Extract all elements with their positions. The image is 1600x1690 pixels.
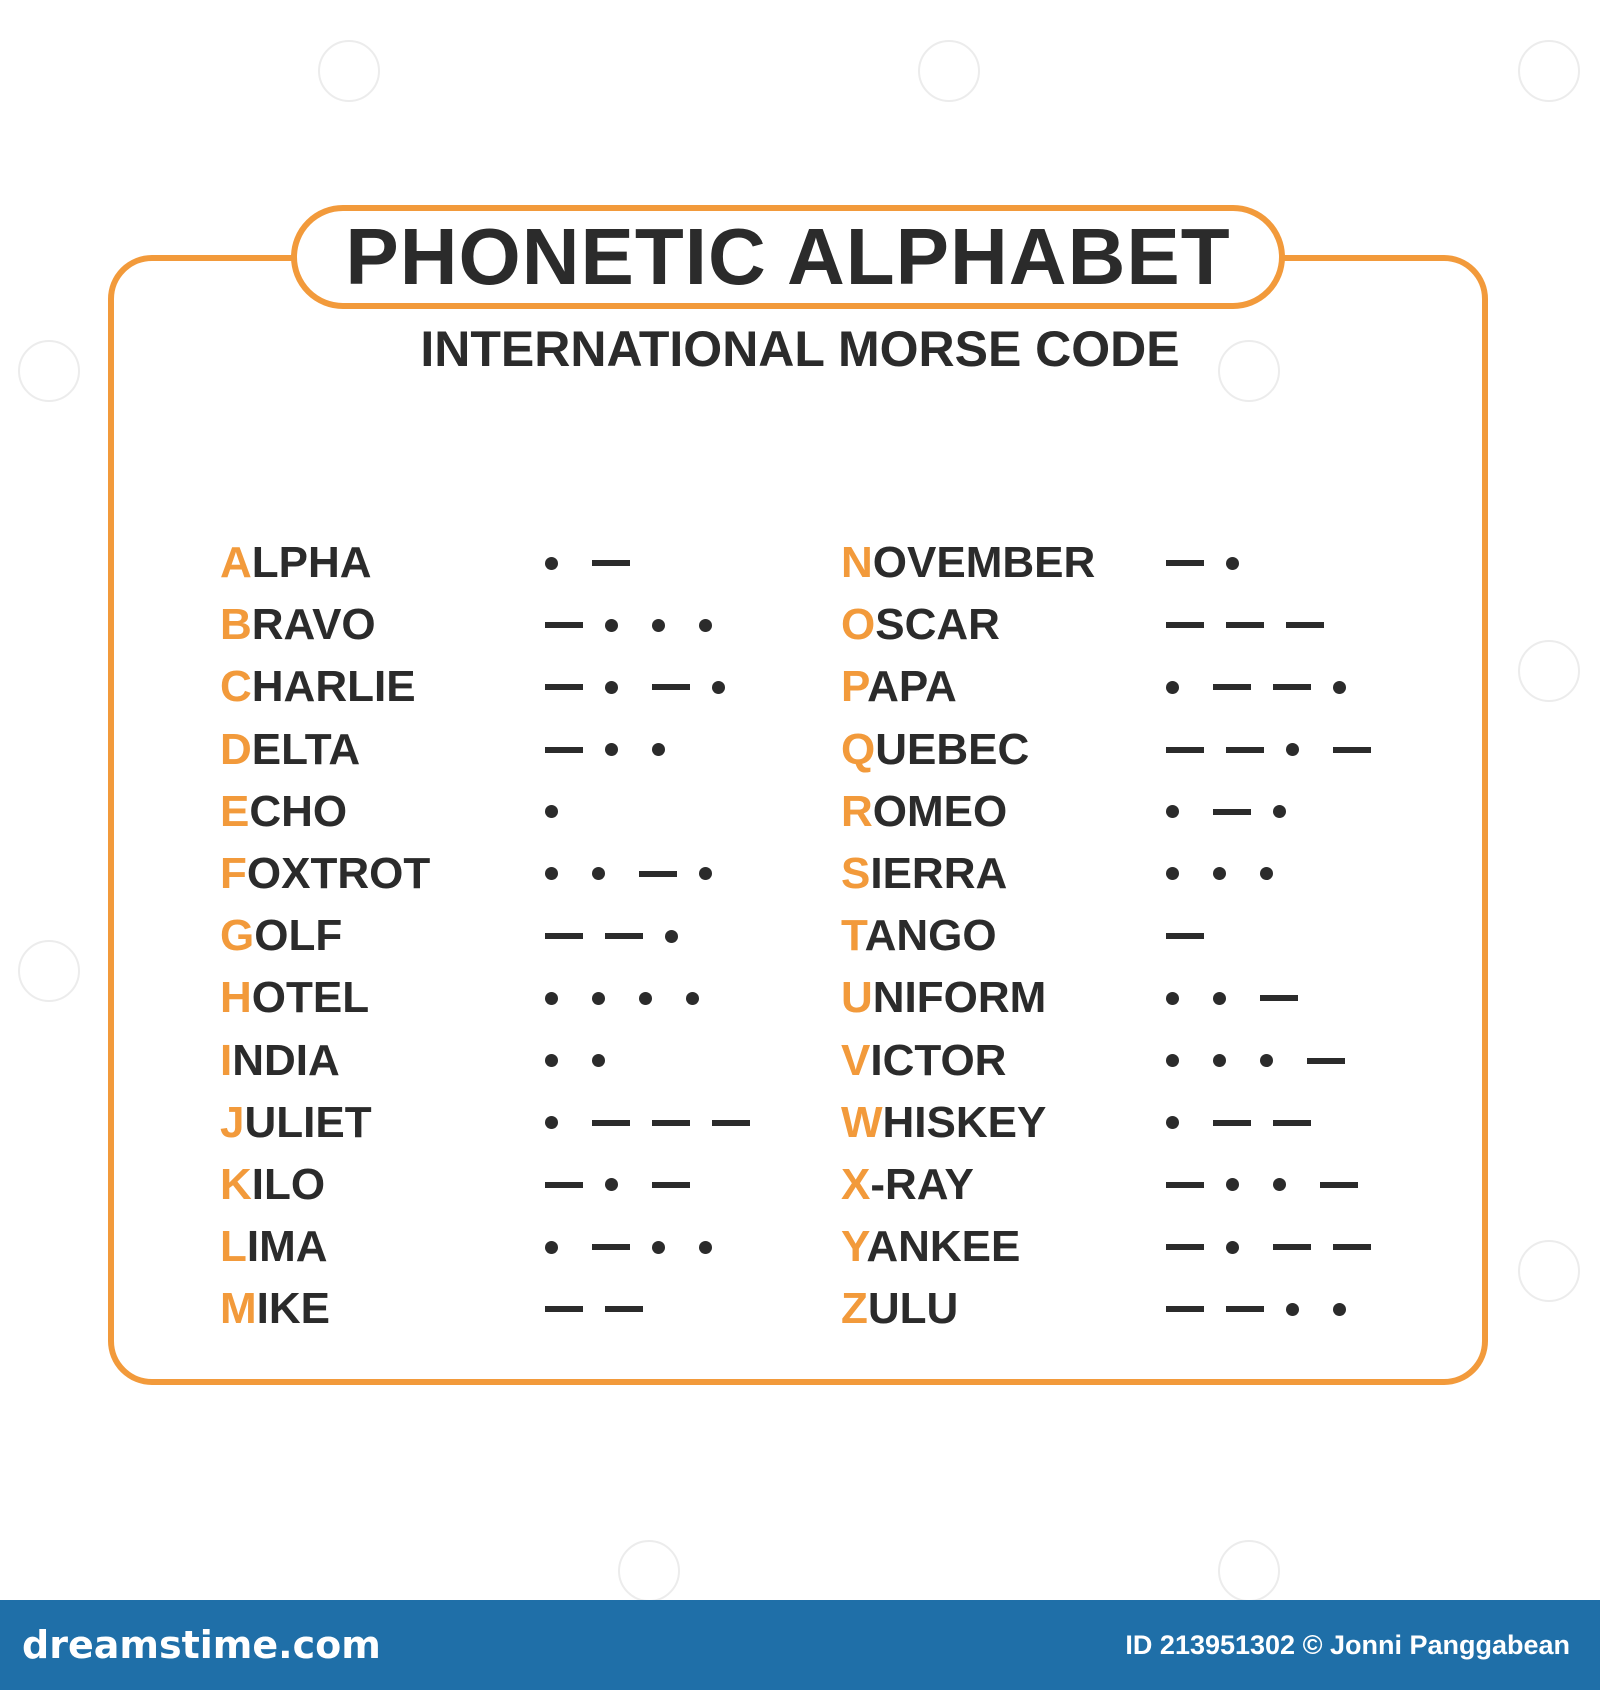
morse-code [1166,1036,1406,1086]
code-word [220,973,369,1023]
alphabet-row [841,1222,1401,1284]
footer-credit: ID 213951302 © Jonni Panggabean [1125,1630,1570,1660]
morse-dash [1286,622,1324,628]
morse-dash [605,933,643,939]
code-word-initial: L [220,1222,247,1272]
morse-code [1166,911,1406,961]
morse-dash [545,747,583,753]
code-word-rest: -RAY [870,1159,974,1209]
watermark-icon [1518,1240,1580,1302]
morse-dash [652,1120,690,1126]
code-word-rest: ULIET [244,1097,372,1147]
morse-code [545,1284,785,1334]
morse-dash [1166,1182,1204,1188]
morse-dot [605,1178,618,1191]
code-word [220,1160,325,1210]
morse-dot [1260,867,1273,880]
alphabet-row [220,849,780,911]
code-word [841,538,1095,588]
morse-dot [699,867,712,880]
morse-code [1166,1098,1406,1148]
morse-dash [545,684,583,690]
morse-dash [1166,1306,1204,1312]
code-word-initial: Q [841,724,876,774]
morse-dot [1333,681,1346,694]
morse-dot [545,557,558,570]
morse-dash [1213,809,1251,815]
code-word-initial: H [220,973,252,1023]
footer-logo[interactable]: dreamstime.com [22,1623,381,1667]
code-word-initial: Z [841,1284,868,1334]
code-word-initial: B [220,600,252,650]
morse-dash [712,1120,750,1126]
morse-code [545,1222,785,1272]
morse-code [1166,849,1406,899]
alphabet-row [841,538,1401,600]
alphabet-row [220,662,780,724]
morse-dot [1166,992,1179,1005]
code-word-initial: P [841,662,868,712]
morse-code [1166,1284,1406,1334]
code-word-rest: ELTA [251,724,361,774]
morse-dash [1226,747,1264,753]
alphabet-row [220,725,780,787]
code-word-initial: U [841,973,873,1023]
alphabet-row [220,1098,780,1160]
morse-dot [605,743,618,756]
watermark-icon [318,40,380,102]
code-word [841,600,1000,650]
code-word-rest: HISKEY [882,1097,1047,1147]
morse-dot [686,992,699,1005]
morse-code [545,1160,785,1210]
morse-dot [545,1241,558,1254]
code-word [220,600,376,650]
code-word-initial: F [220,848,247,898]
code-word-rest: OMEO [872,786,1008,836]
morse-code [545,662,785,712]
morse-code [1166,973,1406,1023]
morse-dot [545,1116,558,1129]
morse-dash [652,684,690,690]
alphabet-row [220,911,780,973]
code-word-initial: W [841,1097,883,1147]
morse-dot [699,619,712,632]
morse-dot [545,992,558,1005]
morse-dot [1213,867,1226,880]
alphabet-row [841,662,1401,724]
alphabet-row [841,849,1401,911]
code-word-rest: UEBEC [875,724,1030,774]
morse-dot [665,930,678,943]
morse-dash [1166,560,1204,566]
morse-dot [652,1241,665,1254]
code-word-rest: OXTROT [246,848,431,898]
code-word-rest: APA [867,662,957,712]
morse-dash [545,622,583,628]
morse-dash [1166,933,1204,939]
code-word-initial: N [841,538,873,587]
morse-dot [1213,1054,1226,1067]
morse-dash [592,1120,630,1126]
alphabet-row [841,600,1401,662]
morse-dot [1226,1178,1239,1191]
morse-code [545,787,785,837]
code-word [220,849,430,899]
morse-dash [592,1244,630,1250]
code-word-rest: IERRA [870,848,1008,898]
morse-dot [1226,1241,1239,1254]
morse-dash [545,1306,583,1312]
code-word-rest: ANKEE [866,1222,1021,1272]
code-word-rest: OTEL [251,973,370,1023]
code-word-initial: M [220,1284,257,1334]
code-word [220,662,416,712]
code-word-initial: R [841,786,873,836]
morse-dot [1260,1054,1273,1067]
code-word-rest: SCAR [875,600,1000,650]
code-word-initial: G [220,911,255,961]
morse-dot [652,619,665,632]
code-word [220,787,347,837]
code-word-rest: NDIA [232,1035,340,1085]
morse-dot [1333,1303,1346,1316]
morse-dot [592,1054,605,1067]
morse-dash [1333,1244,1371,1250]
watermark-icon [1218,1540,1280,1602]
code-word [841,662,957,712]
morse-code [1166,600,1406,650]
code-word [220,538,372,588]
morse-dot [1286,1303,1299,1316]
code-word-initial: I [220,1035,233,1085]
code-word [220,1222,328,1272]
footer-bar [0,1600,1600,1690]
code-word-initial: T [841,911,865,961]
alphabet-row [220,538,780,600]
morse-code [545,725,785,775]
alphabet-row [220,1222,780,1284]
code-word-initial: C [220,662,252,712]
morse-dash [1273,1120,1311,1126]
code-word-initial: Y [841,1222,867,1272]
code-word [220,725,360,775]
morse-code [1166,1222,1406,1272]
morse-dot [699,1241,712,1254]
code-word-initial: O [841,600,876,650]
alphabet-row [841,973,1401,1035]
morse-dot [652,743,665,756]
morse-dash [545,933,583,939]
code-word-rest: ANGO [864,911,997,961]
title-banner [291,205,1285,309]
code-word-rest: LPHA [251,538,372,587]
morse-dot [1226,557,1239,570]
morse-dash [592,560,630,566]
watermark-icon [1518,40,1580,102]
alphabet-row [220,1036,780,1098]
morse-dot [1166,867,1179,880]
morse-dot [712,681,725,694]
code-word-rest: OLF [254,911,343,961]
morse-dot [592,867,605,880]
morse-dash [1260,995,1298,1001]
left-column [220,538,780,1346]
morse-code [1166,538,1406,588]
code-word-rest: IKE [256,1284,331,1334]
morse-code [1166,662,1406,712]
alphabet-row [841,725,1401,787]
code-word-rest: ICTOR [870,1035,1007,1085]
alphabet-row [220,1160,780,1222]
morse-dot [1166,1116,1179,1129]
morse-dash [1166,1244,1204,1250]
morse-dot [545,1054,558,1067]
watermark-icon [1518,640,1580,702]
morse-dash [652,1182,690,1188]
morse-code [545,849,785,899]
morse-dash [1226,622,1264,628]
code-word [220,1284,330,1334]
morse-dash [1213,1120,1251,1126]
morse-code [545,973,785,1023]
alphabet-row [841,1036,1401,1098]
morse-dot [1273,1178,1286,1191]
code-word-rest: ULU [867,1284,959,1334]
code-word-rest: OVEMBER [872,538,1096,587]
code-word-initial: X [841,1159,871,1209]
code-word [841,1160,974,1210]
watermark-icon [18,940,80,1002]
alphabet-row [220,973,780,1035]
code-word [841,973,1046,1023]
alphabet-row [841,1160,1401,1222]
morse-code [1166,725,1406,775]
morse-code [545,1098,785,1148]
code-word [841,1284,958,1334]
morse-code [545,911,785,961]
morse-dot [1166,805,1179,818]
morse-code [545,1036,785,1086]
morse-dash [1333,747,1371,753]
code-word-initial: S [841,848,871,898]
page-title: PHONETIC ALPHABET [345,212,1231,301]
morse-dash [1166,622,1204,628]
morse-dot [639,992,652,1005]
morse-dash [545,1182,583,1188]
morse-dot [545,805,558,818]
code-word [220,911,342,961]
morse-dash [605,1306,643,1312]
alphabet-row [220,600,780,662]
code-word [841,849,1007,899]
alphabet-row [841,911,1401,973]
morse-dot [1273,805,1286,818]
code-word-rest: IMA [246,1222,328,1272]
morse-code [1166,1160,1406,1210]
morse-dash [1307,1058,1345,1064]
code-word [841,1036,1006,1086]
code-word [841,911,997,961]
code-word-rest: CHO [249,786,348,836]
code-word [220,1098,372,1148]
morse-dot [1166,1054,1179,1067]
code-word [841,1222,1020,1272]
code-word-initial: J [220,1097,245,1147]
page-subtitle: INTERNATIONAL MORSE CODE [420,321,1180,377]
morse-dash [1166,747,1204,753]
morse-dash [1273,684,1311,690]
morse-dot [592,992,605,1005]
morse-dot [605,619,618,632]
code-word-initial: E [220,786,250,836]
morse-code [545,538,785,588]
code-word [220,1036,340,1086]
code-word-rest: RAVO [251,600,376,650]
code-word-rest: ILO [251,1159,326,1209]
alphabet-row [220,1284,780,1346]
code-word-initial: K [220,1159,252,1209]
morse-dash [1320,1182,1358,1188]
alphabet-row [220,787,780,849]
alphabet-row [841,1284,1401,1346]
morse-dash [1273,1244,1311,1250]
code-word [841,787,1007,837]
morse-dash [639,871,677,877]
watermark-icon [918,40,980,102]
morse-dot [545,867,558,880]
alphabet-row [841,787,1401,849]
code-word [841,725,1029,775]
code-word-rest: NIFORM [872,973,1047,1023]
morse-code [1166,787,1406,837]
morse-dash [1213,684,1251,690]
watermark-icon [618,1540,680,1602]
code-word-initial: D [220,724,252,774]
morse-dash [1226,1306,1264,1312]
morse-dot [1213,992,1226,1005]
alphabet-row [841,1098,1401,1160]
morse-dot [605,681,618,694]
code-word [841,1098,1046,1148]
right-column [841,538,1401,1346]
code-word-initial: V [841,1035,871,1085]
morse-dot [1166,681,1179,694]
code-word-rest: HARLIE [251,662,416,712]
morse-dot [1286,743,1299,756]
code-word-initial: A [220,538,252,587]
morse-code [545,600,785,650]
